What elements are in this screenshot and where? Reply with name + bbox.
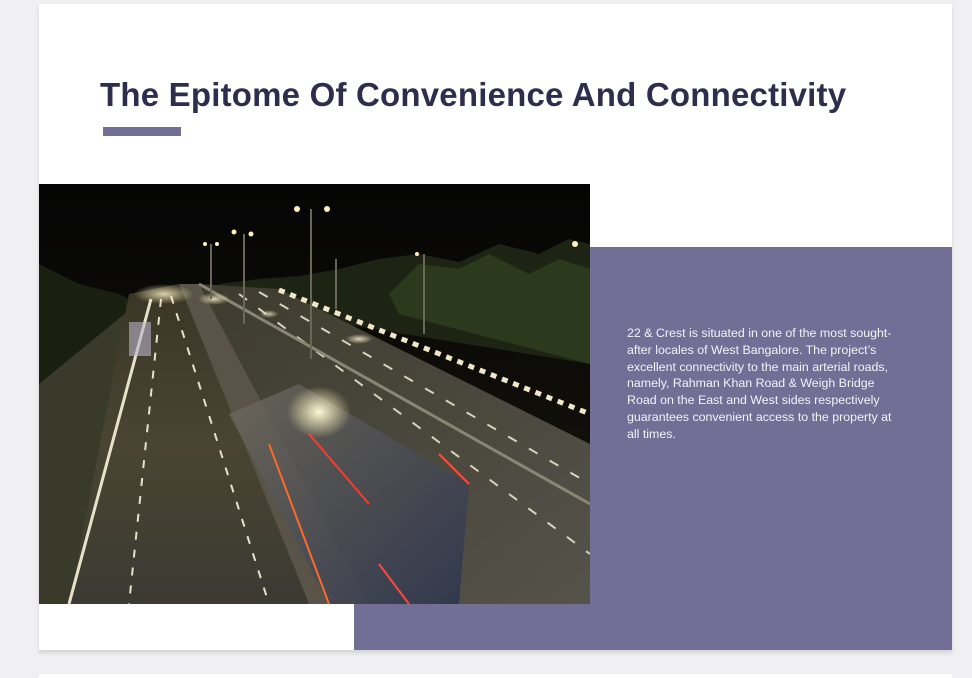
highway-at-night-photo bbox=[39, 184, 590, 604]
next-page-edge bbox=[39, 674, 952, 678]
section-title: The Epitome Of Convenience And Connectivity bbox=[100, 76, 847, 113]
section-description: 22 & Crest is situated in one of the most sought-after locales of West Bangalore. The project’s excellent connectivity to the main arterial roads, namely, Rahman Khan Road & Weigh Bridge Road on the East and West sides respectively guarantees convenient access to the property at all times. bbox=[627, 326, 892, 441]
title-underline-accent bbox=[103, 127, 181, 136]
document-page bbox=[39, 4, 952, 650]
